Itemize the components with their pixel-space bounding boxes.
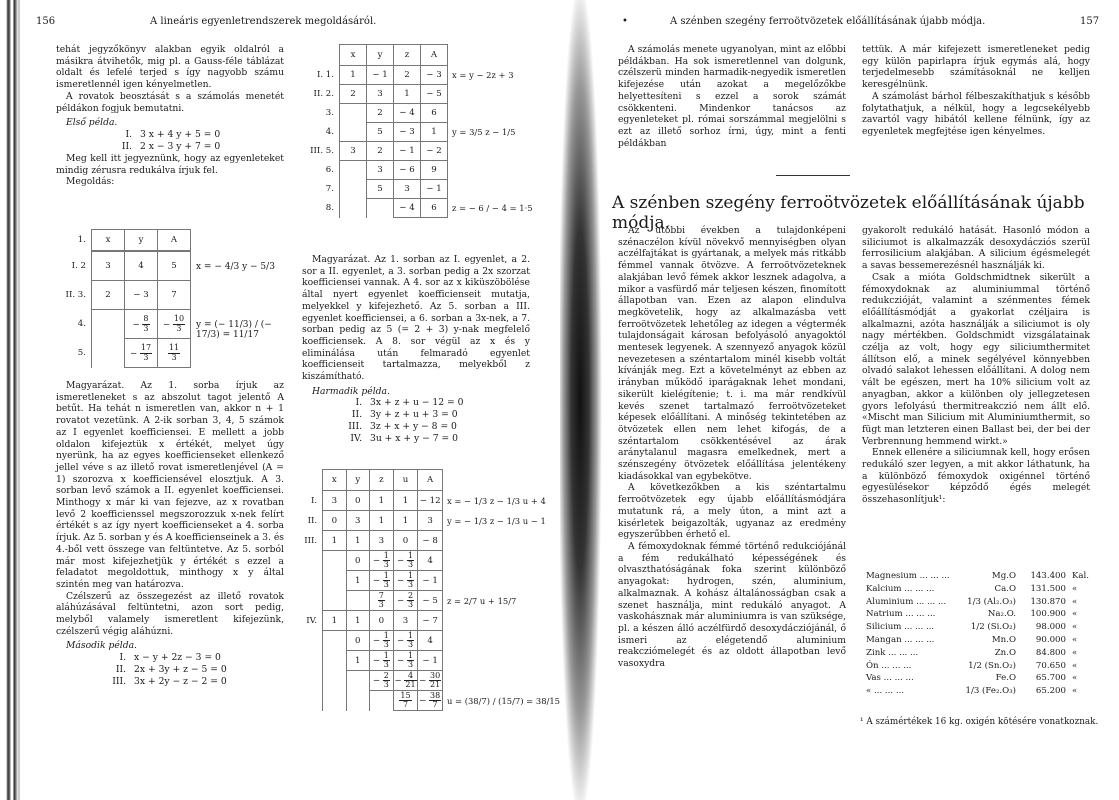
intro-paragraph-2: A rovatok beosztását s a számolás menetét példákon fogjuk bemutatni. — [56, 90, 284, 114]
table3-cell — [323, 591, 346, 611]
table3-header-A: A — [418, 470, 443, 491]
heat-table-unit: « — [1072, 622, 1078, 633]
table3-row — [300, 531, 560, 551]
table1-grid — [56, 251, 191, 368]
table1-row-label: 4. — [77, 319, 86, 329]
heat-table-row — [866, 608, 1102, 621]
table3-header-z: z — [369, 470, 393, 491]
table2-cell: − 2 — [421, 142, 448, 161]
book-gutter-shadow — [560, 0, 610, 800]
table3-cell: − 7 — [418, 611, 443, 631]
table2-cell: 3 — [367, 85, 394, 104]
table2-cell: − 3 — [394, 123, 421, 142]
left-column-1-lower — [56, 380, 284, 688]
table3-row — [300, 691, 560, 711]
heat-table-element: Ón ... ... ... — [866, 660, 912, 671]
table3-row-label — [300, 691, 323, 711]
table2-row-label: 4. — [325, 127, 334, 137]
table3-expression: z = 2/7 u + 15/7 — [446, 595, 517, 606]
heat-table-oxide: 1/2 (Sn.O₂) — [968, 660, 1016, 671]
heat-table-row — [866, 672, 1102, 685]
table2-cell: 5 — [367, 123, 394, 142]
table2-expression — [448, 85, 533, 104]
heat-table-row — [866, 621, 1102, 634]
table3-expression — [442, 651, 560, 671]
table3-header-x: x — [323, 470, 346, 491]
table3-cell: 1 — [369, 511, 393, 531]
heat-table-value: 98.000 — [1035, 622, 1066, 633]
table3-cell: − 5 — [418, 591, 443, 611]
table2-expression — [448, 180, 533, 199]
heat-table-row — [866, 647, 1102, 660]
table3-cell: 0 — [323, 511, 346, 531]
table1-row — [56, 252, 191, 281]
table2-header-x: x — [340, 45, 367, 66]
table2-row — [300, 180, 533, 199]
table3-cell — [323, 651, 346, 671]
table3-expression: y = − 1/3 z − 1/3 u − 1 — [446, 515, 546, 526]
table2-cell: 2 — [367, 104, 394, 123]
example1-equation-2: II. 2 x − 3 y + 7 = 0 — [121, 140, 221, 152]
table3-header-u: u — [393, 470, 418, 491]
table3-cell — [323, 691, 346, 711]
example1-note: Meg kell itt jegyeznünk, hogy az egyenleteket mindig zérusra redukálva írjuk fel. — [56, 152, 284, 176]
table3-cell: − $\frac{1}{3}$ — [393, 571, 418, 591]
table2-cell: − 3 — [421, 66, 448, 85]
table1-header-y: y — [125, 230, 158, 251]
table2-row-label: 6. — [325, 165, 334, 175]
table3-cell: − $\frac{1}{3}$ — [369, 571, 393, 591]
table2-cell: 1 — [340, 66, 367, 85]
table2-row — [300, 66, 533, 85]
example1-equation-1: I. 3 x + 4 y + 5 = 0 — [125, 128, 221, 140]
table3-expression: x = − 1/3 z − 1/3 u + 4 — [446, 495, 546, 506]
table1-header-x: x — [92, 230, 125, 251]
table3-cell: 0 — [346, 491, 369, 511]
example3-title: Harmadik példa. — [312, 385, 390, 397]
table2-expression — [448, 142, 533, 161]
table2-cell: 3 — [367, 161, 394, 180]
table3-cell: − $\frac{2}{3}$ — [393, 591, 418, 611]
table3-cell: $\frac{7}{3}$ — [369, 591, 393, 611]
example1-x-expression: x = − 4/3 y − 5/3 — [196, 262, 275, 272]
heat-table-element: Kalcium ... ... ... — [866, 583, 935, 594]
left-column-1 — [56, 44, 284, 188]
heat-table-oxide: Ca.O — [994, 583, 1016, 594]
heat-table-value: 130.870 — [1030, 596, 1066, 607]
heat-table-row — [866, 634, 1102, 647]
table3-cell — [323, 551, 346, 571]
table2-expression: x = y − 2z + 3 — [452, 70, 514, 80]
table1-header-label: 1. — [77, 235, 86, 245]
heat-table-unit: « — [1072, 609, 1078, 620]
heat-table-oxide: Na₂.O. — [987, 609, 1016, 620]
table3-row — [300, 511, 560, 531]
table3-expression — [442, 571, 560, 591]
heat-table-value: 65.200 — [1035, 686, 1066, 697]
heat-table-value: 131.500 — [1030, 583, 1066, 594]
table2-grid — [300, 44, 533, 218]
table3-cell: − $\frac{38}{7}$ — [418, 691, 443, 711]
table3-row — [300, 571, 560, 591]
table3-cell: 4 — [418, 551, 443, 571]
table3-cell: 0 — [346, 551, 369, 571]
article-paragraph-5: Csak a mióta Goldschmidtnek sikerült a fémoxydoknak az aluminiummal történő redukczióját, valamint a szénmentes fémek előállításmódját a gyakorlat czéljaira is alkalmazni, azóta használják a siliciumot is oly nagy mértékben. Goldschmidt vizsgálatainak czélja az volt, hogy egy siliciumthermitet állítson elő, a minek segélyével könnyebben olvadó salakot lehessen előállítani. A dolog nem vált be egészen, mert ha 10% silicium volt az anyagban, akkor a különben oly jellegzetesen gyors lefolyású thermitreakczió nem állt elő. «Mischt man Silicium mit Aluminiumthermit, so fügt man letzteren einen Ballast bei, der bei der Verbrennung hemmend wirkt.» — [862, 271, 1090, 447]
table3-expression: u = (38/7) / (15/7) = 38/15 — [446, 695, 560, 706]
table2-cell: 5 — [367, 180, 394, 199]
table2-header-z: z — [394, 45, 421, 66]
table3-cell: 3 — [418, 511, 443, 531]
table1-header-A: A — [158, 230, 191, 251]
table2-row-label: 3. — [325, 108, 334, 118]
table2-expression — [448, 161, 533, 180]
article-column-2 — [862, 225, 1090, 506]
table3-cell: 3 — [393, 611, 418, 631]
table3-row-label — [300, 671, 323, 691]
table1-row — [56, 281, 191, 310]
intro-paragraph-1: tehát jegyzőkönyv alakban egyik oldalról a másikra átvihetők, mig pl. a Gauss-féle táblázat oldalt és lefelé terjed s így nagyobb számu ismeretlennél igen kényelmetlen. — [56, 44, 284, 91]
table1-cell — [92, 310, 125, 339]
heat-table-oxide: Fe.O — [995, 673, 1016, 684]
example1-y-expression: y = (− 11/3) / (− 17/3) = 11/17 — [196, 320, 272, 340]
table2-header-y: y — [367, 45, 394, 66]
table3-cell: 1 — [369, 491, 393, 511]
table3-expression — [442, 611, 560, 631]
example3-equation-4: IV. 3u + x + y − 7 = 0 — [350, 433, 458, 445]
table2-cell: − 1 — [394, 142, 421, 161]
table3-cell: 1 — [393, 511, 418, 531]
heat-table-oxide: 1/3 (Al₂.O₃) — [967, 596, 1016, 607]
table3-row — [300, 551, 560, 571]
continuation-paragraph-2: tettük. A már kifejezett ismeretleneket pedig egy külön papirlapra írjuk egymás alá, hogy terjedelmesebb számításoknál ne kelljen keresgélnünk. — [862, 44, 1090, 91]
table2-cell — [340, 161, 367, 180]
example1-title: Első példa. — [66, 117, 118, 129]
table1-cell: − 3 — [125, 281, 158, 310]
table2-cell: 2 — [367, 142, 394, 161]
table3-cell: 1 — [346, 611, 369, 631]
table3-row-label — [300, 651, 323, 671]
table3-row — [300, 611, 560, 631]
table3-cell: − $\frac{1}{3}$ — [393, 551, 418, 571]
heat-table-value: 143.400 — [1030, 571, 1066, 581]
example2-title: Második példa. — [66, 640, 137, 652]
table2-cell: 2 — [394, 66, 421, 85]
table3-cell: 3 — [323, 491, 346, 511]
table3-cell — [323, 571, 346, 591]
table3-row — [300, 591, 560, 611]
table3-cell: 1 — [323, 531, 346, 551]
table2-row-label: II. 2. — [313, 89, 334, 99]
table2-expression: z = − 6 / − 4 = 1·5 — [452, 203, 533, 213]
table1-cell: − $\frac{10}{3}$ — [158, 310, 191, 339]
heat-table-oxide: Zn.O — [994, 647, 1016, 658]
right-top-column-1 — [618, 44, 846, 149]
footnote: ¹ A számértékek 16 kg. oxigén kötésére vonatkoznak. — [860, 717, 1099, 727]
heat-table-unit: « — [1072, 583, 1078, 594]
article-paragraph-4: gyakorolt redukáló hatását. Hasonló módon a siliciumot is alkalmazzák desoxydácziós szerül ferrosilicium alakjában. A silicium égésmelegét a savas bessemerezésnél használják ki. — [862, 225, 1090, 272]
example3-equation-2: II. 3y + z + u + 3 = 0 — [351, 409, 458, 421]
continuation-paragraph-3: A számolást bárhol félbeszakíthatjuk s később folytathatjuk, a nélkül, hogy a legcsekélyebb zavartól vagy hibától kellene félnünk, így az egyenletek megfejtése igen kényelmes. — [862, 90, 1090, 137]
table3-header-y: y — [346, 470, 369, 491]
table3-cell: − $\frac{1}{3}$ — [369, 651, 393, 671]
table3-cell: 1 — [393, 491, 418, 511]
table2-cell — [340, 123, 367, 142]
table1-cell: 4 — [125, 252, 158, 281]
table3-cell — [346, 691, 369, 711]
table3-row-label: IV. — [306, 615, 318, 626]
table2-cell: 6 — [421, 199, 448, 218]
heat-table-oxide: 1/3 (Fe₂.O₃) — [965, 686, 1016, 697]
table2-cell: − 4 — [394, 199, 421, 218]
table3-cell: 0 — [369, 611, 393, 631]
table3-row — [300, 491, 560, 511]
article-paragraph-3: A fémoxydoknak fémmé történő redukciójánál a fém redukálható képességének és olvaszthatóságának foka szerint különböző anyagokat: hydrogen, szén, aluminium, alkalmaznak. A kohász általánosságban csak a szenet használja, mint redukáló anyagot. A vaskohásznak már aluminiumra is van szüksége, pl. a készen álló aczélfürdő desoxydácziójánál, ő ismeri az elégetendő aluminium reakcziómelegét és az oldott állapotban levő vasoxydra — [618, 540, 846, 670]
heat-table-unit: Kal. — [1072, 571, 1090, 581]
table1-cell: 3 — [92, 252, 125, 281]
table3-cell: − 12 — [418, 491, 443, 511]
table2-cell: 9 — [421, 161, 448, 180]
table1-cell: − $\frac{17}{3}$ — [125, 339, 158, 368]
example1-explanation: Magyarázat. Az 1. sorba írjuk az ismeretleneket s az abszolut tagot jelentő A betűt. Ha tehát n ismeretlen van, akkor n + 1 rovatot vezetünk. A 2-ik sorban 3, 4, 5 számok az I egyenlet koefficiensei. E mellett a jobb oldalon kifejeztük x értékét, melyet úgy nyerünk, ha az egyes koefficienseket ellenkező jellel véve s az illető rovat ismeretlenjével (A = 1) szorozva x koefficiensével elosztjuk. A 3. sorban levő számok a II. egyenlet koefficiensei. Minthogy x már ki van fejezve, az x rovatban levő 2 koefficienssel megszorozzuk x-nek felírt értékét s az így nyert koefficienseket a 4. sorba írjuk. Az 5. sorban y és A koefficienseinek a 3. és 4.-ből vett összege van feltüntetve. Az 5. sorból már most kifejezhetjük y értékét s ezzel a feladatot megoldottuk, minthogy x y által szintén meg van határozva. — [56, 380, 284, 590]
table3-row-label — [300, 551, 323, 571]
heat-table-element: Aluminium ... ... ... — [866, 596, 947, 607]
table3-row-label: I. — [310, 495, 318, 506]
table2-row — [300, 123, 533, 142]
table3-cell — [346, 591, 369, 611]
table2-cell — [340, 180, 367, 199]
book-binding-edge — [6, 0, 20, 800]
heat-table-oxide: Mg.O — [991, 571, 1016, 581]
heat-table-row — [866, 596, 1102, 609]
bullet-mark: • — [622, 16, 628, 27]
heat-table-row — [866, 570, 1102, 583]
heat-table-element: Zink ... ... ... — [866, 647, 919, 658]
table3-expression — [442, 551, 560, 571]
heat-table-element: Magnesium ... ... ... — [866, 571, 950, 581]
heat-table-unit: « — [1072, 634, 1078, 645]
page-number-right: 157 — [1080, 16, 1100, 27]
table1-row-label: II. 3. — [65, 290, 86, 300]
table2-cell: − 4 — [394, 104, 421, 123]
table3-cell: − 1 — [418, 571, 443, 591]
article-paragraph-2: A következőkben a kis széntartalmu ferroötvözetek egy újabb előállításmódjára mutatunk rá, a mely úton, a mint azt a kisérletek beigazolták, ugyanaz az eredmény egyszerűbben érhető el. — [618, 482, 846, 541]
table3-cell: 4 — [418, 631, 443, 651]
table2-row-label: 7. — [325, 184, 334, 194]
heat-table-row — [866, 583, 1102, 596]
table1-row-label: I. 2 — [71, 261, 86, 271]
heat-table-element: « ... ... ... — [866, 686, 905, 697]
table2-row — [300, 104, 533, 123]
table2-cell: 2 — [340, 85, 367, 104]
table3-cell: − $\frac{1}{3}$ — [369, 631, 393, 651]
heat-table-value: 84.800 — [1035, 647, 1066, 658]
continuation-paragraph: A számolás menete ugyanolyan, mint az előbbi példákban. Ha sok ismeretlennel van dolgunk, czélszerü minden harmadik-negyedik ismeretlen kifejezése után azokat a megelőzőkbe helyettesíteni s ezzel a sorok számát csökkenteni. Mindenkor tanácsos az egyenleteket pl. római sorszámmal megjelölni s ezt az illető sorhoz írni, úgy, mint a fenti példákban — [618, 44, 846, 149]
example1-solution-label: Megoldás: — [66, 176, 115, 188]
table3-cell: − $\frac{4}{21}$ — [393, 671, 418, 691]
table3-cell: $\frac{15}{7}$ — [393, 691, 418, 711]
table2-cell: 6 — [421, 104, 448, 123]
table3-row-label — [300, 571, 323, 591]
table1-cell: 5 — [158, 252, 191, 281]
table3-header-spacer — [300, 470, 323, 491]
left-column-2 — [302, 254, 530, 445]
example2-equation-1: I. x − y + 2z − 3 = 0 — [119, 652, 221, 664]
article-column-1 — [618, 225, 846, 670]
table3-expression — [442, 671, 560, 691]
article-paragraph-6: Ennek ellenére a siliciumnak kell, hogy erősen redukáló szer legyen, a mit akkor láthatunk, ha a különböző fémoxydok oxigénnel történő egyesülésekor képződő égés melegét összehasonlítjuk¹: — [862, 447, 1090, 506]
table2-cell — [367, 199, 394, 218]
table3-row-label: III. — [304, 535, 318, 546]
table3-cell — [323, 631, 346, 651]
table3-cell: 1 — [346, 531, 369, 551]
heat-table-element: Natrium ... ... ... — [866, 609, 936, 620]
table3-row — [300, 651, 560, 671]
table2-row-label: III. 5. — [310, 146, 334, 156]
running-head-right: A szénben szegény ferroötvözetek előállításának újabb módja. — [670, 16, 986, 27]
heat-table-unit: « — [1072, 647, 1078, 658]
example2-explanation: Magyarázat. Az 1. sorban az I. egyenlet, a 2. sor a II. egyenlet, a 3. sorban pedig a 2x szorzat koefficiensei vannak. A 4. sor az x kiküszöbölése által nyert egyenlet koefficienseit mutatja, melyekkel y kifejezhető. Az 5. sorban a III. egyenlet koefficiensei, a 6. sorban a 3x-nek, a 7. sorban pedig az 5 (= 2 + 3) y-nak megfelelő koefficiensek. A 8. sor végül az x és y eliminálása után felmaradó egyenlet koefficienseit tartalmazza, melyekből z kiszámítható. — [302, 254, 530, 383]
table1-cell: − $\frac{8}{3}$ — [125, 310, 158, 339]
heat-table-row — [866, 685, 1102, 698]
table2-cell: − 6 — [394, 161, 421, 180]
table2-cell: 1 — [421, 123, 448, 142]
table1-row-label: 5. — [77, 348, 86, 358]
table2-row — [300, 161, 533, 180]
table2-cell: − 1 — [421, 180, 448, 199]
table3-cell: 3 — [346, 511, 369, 531]
section-divider — [776, 175, 850, 176]
table3-cell: − 1 — [418, 651, 443, 671]
table3-grid — [300, 469, 560, 711]
table3-cell: − $\frac{1}{3}$ — [393, 651, 418, 671]
table2-cell: 1 — [394, 85, 421, 104]
table2-header-A: A — [421, 45, 448, 66]
heat-table-unit: « — [1072, 660, 1078, 671]
table2-cell — [340, 104, 367, 123]
table2-expression — [448, 104, 533, 123]
table1-cell: 2 — [92, 281, 125, 310]
table3-cell — [346, 671, 369, 691]
table2-header-spacer — [300, 45, 340, 66]
running-head-left: A lineáris egyenletrendszerek megoldásáról. — [150, 16, 377, 27]
example2-equation-3: III. 3x + 2y − z − 2 = 0 — [112, 676, 227, 688]
table2-row-label: 8. — [325, 203, 334, 213]
heat-table-unit: « — [1072, 686, 1078, 697]
heat-table-value: 65.700 — [1035, 673, 1066, 684]
table3-cell: 1 — [346, 651, 369, 671]
page-number-left: 156 — [36, 16, 56, 27]
table2-cell: 3 — [340, 142, 367, 161]
heat-table-element: Vas ... ... ... — [866, 673, 914, 684]
table3-row-label — [300, 591, 323, 611]
example3-gauss-table — [300, 469, 560, 711]
table3-row-label — [300, 631, 323, 651]
right-top-column-2 — [862, 44, 1090, 138]
heat-table-value: 90.000 — [1035, 634, 1066, 645]
table2-row — [300, 142, 533, 161]
table3-row-label: II. — [307, 515, 318, 526]
table3-cell: 3 — [369, 531, 393, 551]
table3-cell: 0 — [393, 531, 418, 551]
table1-cell — [92, 339, 125, 368]
table1-row — [56, 339, 191, 368]
example2-gauss-table — [300, 44, 533, 218]
table3-expression — [442, 631, 560, 651]
table3-cell: 1 — [323, 611, 346, 631]
example3-equation-3: III. 3z + x + y − 8 = 0 — [348, 421, 457, 433]
table3-row — [300, 631, 560, 651]
article-title: A szénben szegény ferroötvözetek előállításának újabb módja. — [612, 193, 1085, 233]
table3-cell: − $\frac{30}{21}$ — [418, 671, 443, 691]
table2-row — [300, 85, 533, 104]
heat-table-unit: « — [1072, 673, 1078, 684]
article-paragraph-1: Az utóbbi években a tulajdonképeni szénaczélon kívül növekvő mennyiségben olyan aczélfajtákat is gyártanak, a melyek más ritkább fémmel vannak ötvözve. A ferroötvözeteknek alakjában levő fémek akkor lesznek adagolva, a mikor a vasfürdő már teljesen készen, finomított állapotban van. Ezen az alapon elindulva megkövetelik, hogy az alkalmazásba vett ferroötvözetek lehetőleg az idegen a végtermék tulajdonságait károsan befolyásoló anyagoktól mentesek legyenek. A szennyező anyagok közül nevezetesen a széntartalom minél kisebb voltát kívánják meg. Ezt a követelményt az ebben az irányban működő iparágaknak lehet mondani, sikerült kielégítenie; t. i. ma már rendkívül kevés szenet tartalmazó ferroötvözeteket képesek előállítani. A minőség tekintetében az ötvözetek ellen nem lehet kifogás, de a széntartalom csökkentésével az árak aránytalanul magasra emelkednek, mert a szénszegény ötvözetek előállítása jelentékeny kiadásokkal van egybekötve. — [618, 225, 846, 482]
table2-cell: 3 — [394, 180, 421, 199]
table1-cell: $\frac{11}{3}$ — [158, 339, 191, 368]
table3-row — [300, 671, 560, 691]
table3-cell: − $\frac{1}{3}$ — [393, 631, 418, 651]
heat-table-element: Silicium ... ... ... — [866, 622, 935, 633]
heat-table-element: Mangan ... ... ... — [866, 634, 935, 645]
table1-cell: 7 — [158, 281, 191, 310]
table2-row-label: I. 1. — [316, 70, 334, 80]
table3-expression — [442, 531, 560, 551]
table1-row — [56, 310, 191, 339]
table3-cell: − $\frac{2}{3}$ — [369, 671, 393, 691]
table2-cell — [340, 199, 367, 218]
table2-cell: − 5 — [421, 85, 448, 104]
example1-advice: Czélszerű az összegezést az illető rovatok aláhúzásával feltüntetni, azon sort pedig, melyből valamely ismeretlent kifejezünk, czélszerű végig aláhúzni. — [56, 590, 284, 637]
heat-table-value: 70.650 — [1035, 660, 1066, 671]
table3-cell: − $\frac{1}{3}$ — [369, 551, 393, 571]
table3-cell — [369, 691, 393, 711]
example1-gauss-table — [56, 229, 191, 368]
table2-expression: y = 3/5 z − 1/5 — [452, 127, 516, 137]
example2-equation-2: II. 2x + 3y + z − 5 = 0 — [115, 664, 227, 676]
example3-equation-1: I. 3x + z + u − 12 = 0 — [355, 397, 464, 409]
heat-table-row — [866, 660, 1102, 673]
combustion-heat-table — [866, 570, 1102, 698]
table3-cell — [323, 671, 346, 691]
table3-cell: 1 — [346, 571, 369, 591]
heat-table-oxide: Mn.O — [991, 634, 1016, 645]
table3-cell: − 8 — [418, 531, 443, 551]
heat-table-value: 100.900 — [1030, 609, 1066, 620]
table2-row — [300, 199, 533, 218]
heat-table-unit: « — [1072, 596, 1078, 607]
table3-cell: 0 — [346, 631, 369, 651]
heat-table-oxide: 1/2 (Si.O₂) — [970, 622, 1016, 633]
table2-cell: − 1 — [367, 66, 394, 85]
